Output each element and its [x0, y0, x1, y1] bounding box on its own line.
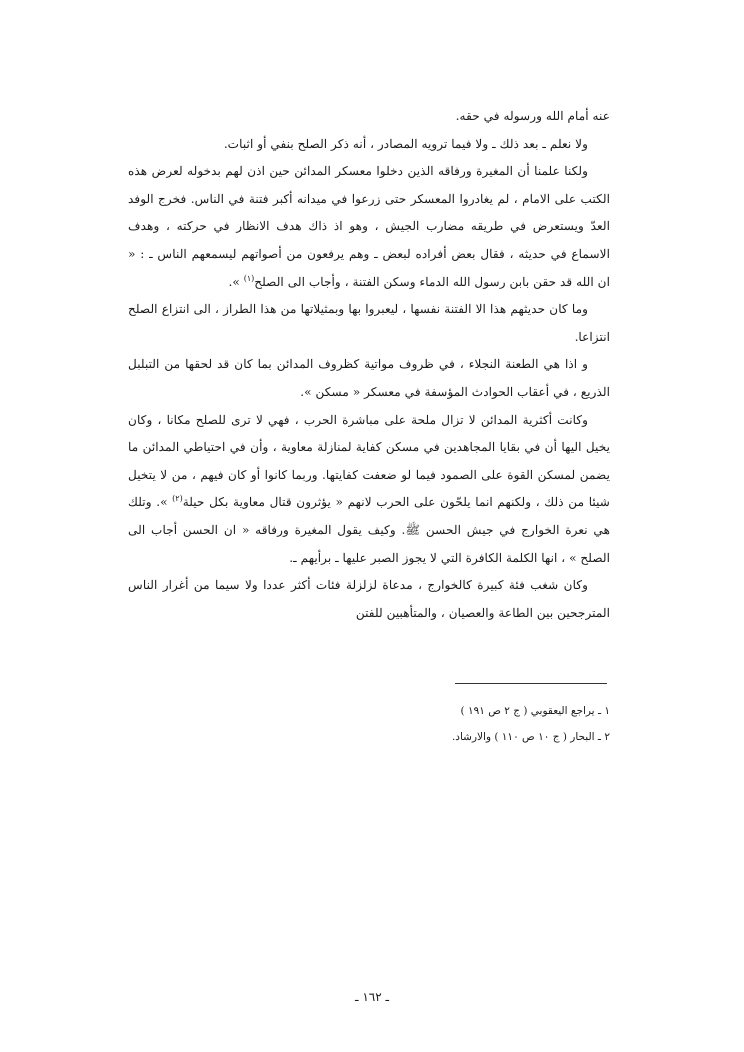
footnote-ref-2: (٢)	[172, 494, 183, 504]
footnote-ref-1: (١)	[243, 273, 255, 283]
paragraph-6	[128, 407, 610, 573]
paragraph-3-text: ولكنا علمنا أن المغيرة ورفاقه الذين دخلوا معسكر المدائن حين اذن لهم بدخوله لعرض هذه الكتب على الامام ، لم يغادروا المعسكر حتى زرعوا في ميدانه أكبر فتنة في الناس. فخرج الوفد العدّ ويستعرض في طريقه مضارب الجيش ، وهو اذ ذاك هدف الانظار في حركته ، وهدف الاسماع في حديثه ، فقال بعض أفراده لبعض ـ وهم يرفعون من أصواتهم ليسمعهم الناس ـ : « ان الله قد حقن بابن رسول الله الدماء وسكن الفتنة ، وأجاب الى الصلح	[128, 164, 610, 289]
paragraph-1-text: عنه أمام الله ورسوله في حقه.	[455, 109, 610, 123]
paragraph-7	[128, 572, 610, 627]
footnote-2: ٢ ـ البحار ( ج ١٠ ص ١١٠ ) والارشاد.	[451, 731, 610, 743]
footnotes	[310, 698, 610, 750]
paragraph-6-tail: ». وتلك هي نعرة الخوارج في جيش الحسن ﷺ. وكيف يقول المغيرة ورفاقه « ان الحسن أجاب الى الصلح » ، انها الكلمة الكافرة التي لا يجوز الصبر عليها ـ برأيهم ـ.	[128, 495, 610, 565]
paragraph-6-text: وكانت أكثرية المدائن لا تزال ملحة على مباشرة الحرب ، فهي لا ترى للصلح مكانا ، وكان يخيل اليها أن في بقايا المجاهدين في مسكن كفاية لمنازلة معاوية ، وأن في احتياطي المدائن ما يضمن لمسكن القوة على الصمود فيما لو ضعفت كفايتها. وربما كانوا أو كان فيهم ، من لا يتخيل شيئا من ذلك ، ولكنهم انما يلحّون على الحرب لانهم « يؤثرون قتال معاوية بكل حيلة	[128, 412, 610, 510]
paragraph-1	[128, 103, 610, 131]
paragraph-5	[128, 351, 610, 406]
paragraph-2	[128, 131, 610, 159]
paragraph-4-text: وما كان حديثهم هذا الا الفتنة نفسها ، ليعبروا بها وبمثيلاتها من هذا الطراز ، الى انتزاع الصلح انتزاعا.	[128, 302, 610, 344]
paragraph-5-text: و اذا هي الطعنة النجلاء ، في ظروف مواتية كظروف المدائن بما كان قد لحقها من التبلبل الذريع ، في أعقاب الحوادث المؤسفة في معسكر « مسكن ».	[128, 357, 610, 399]
body-text	[128, 103, 610, 627]
paragraph-2-text: ولا نعلم ـ بعد ذلك ـ ولا فيما ترويه المصادر ، أنه ذكر الصلح بنفي أو اثبات.	[223, 136, 588, 151]
paragraph-3	[128, 158, 610, 296]
page-number: ـ ١٦٢ ـ	[354, 990, 390, 1004]
footnote-1: ١ ـ يراجع اليعقوبي ( ج ٢ ص ١٩١ )	[460, 705, 610, 717]
paragraph-7-text: وكان شغب فئة كبيرة كالخوارج ، مدعاة لزلزلة فئات أكثر عددا ولا سيما من أغرار الناس المترجحين بين الطاعة والعصيان ، والمتأهبين للفتن	[128, 578, 610, 620]
paragraph-4	[128, 296, 610, 351]
footnote-divider	[455, 683, 607, 684]
paragraph-3-tail: ».	[228, 274, 244, 289]
